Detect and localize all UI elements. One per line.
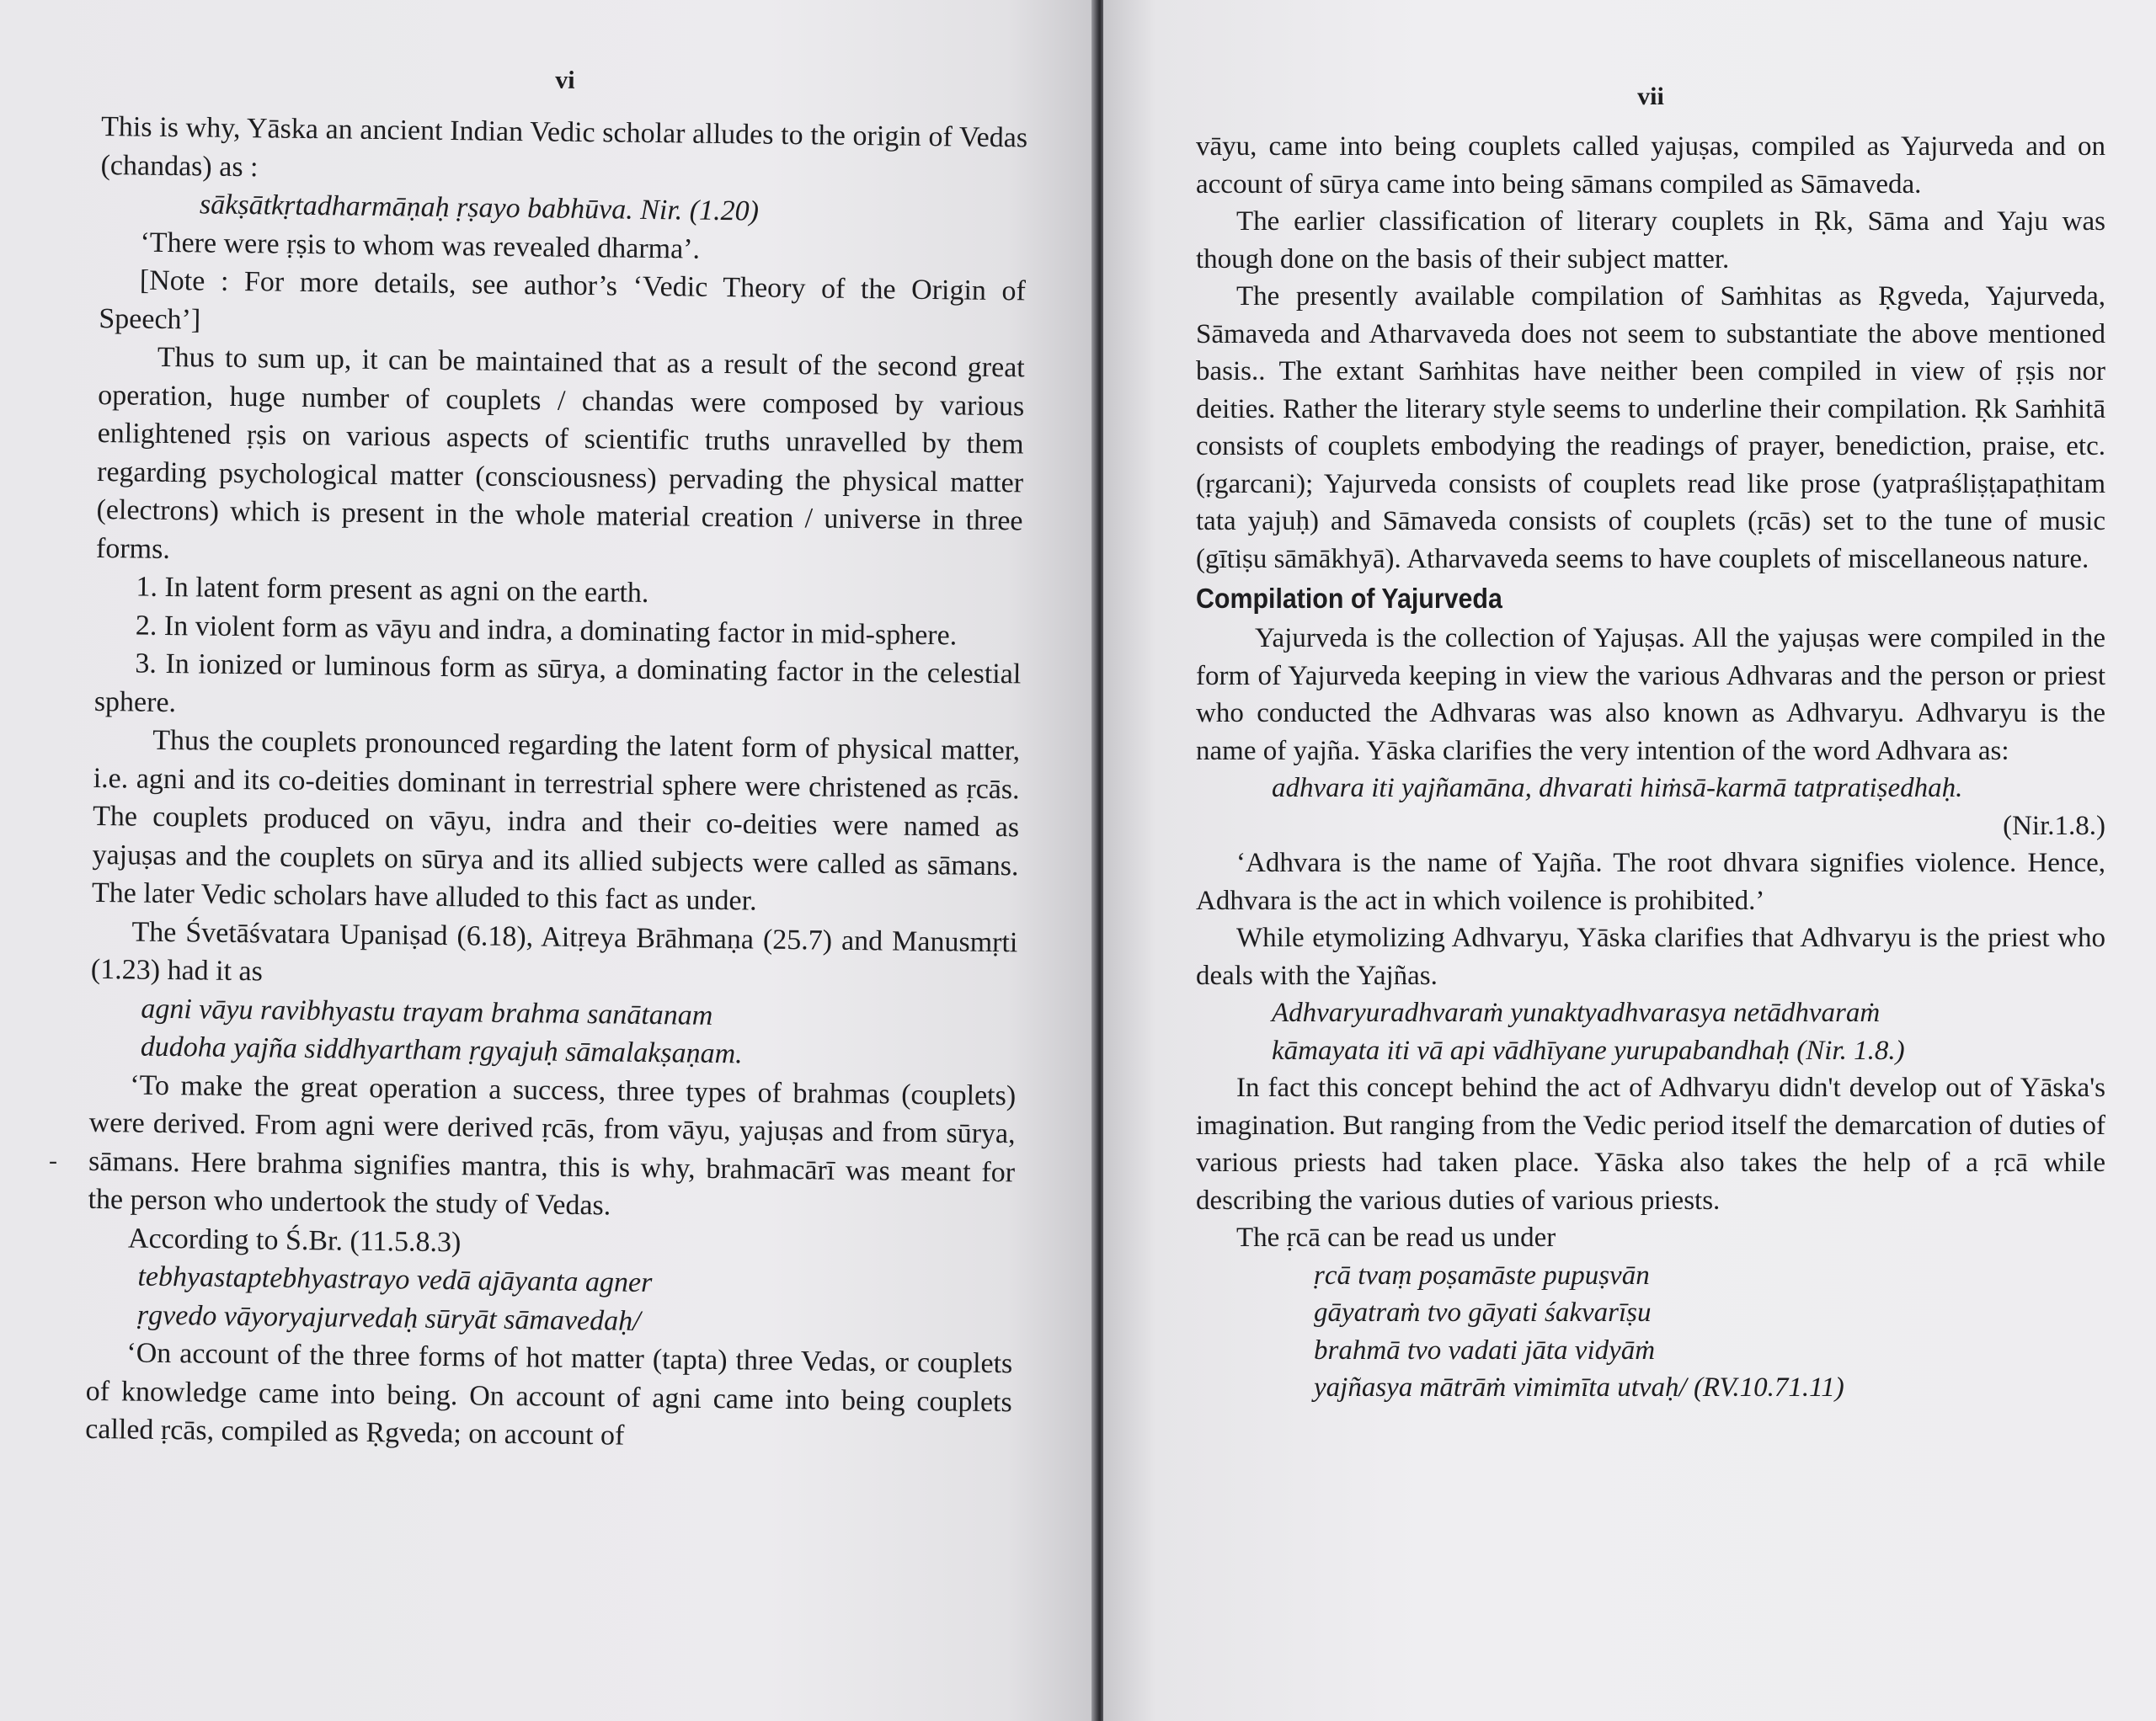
verse-line: ṛgvedo vāyoryajurvedaḥ sūryāt sāmavedaḥ/ — [136, 1299, 641, 1337]
list-item: 2. In violent form as vāyu and indra, a dominating factor in mid-sphere. — [135, 610, 958, 651]
paragraph: Yajurveda is the collection of Yajuṣas. All the yajuṣas were compiled in the form of Yajurveda keeping in view the various Adhvaras and the person or priest who conducted the Adhvaras was also known as Adhvaryu. Adhvaryu is the name of yajña. Yāska clarifies the very intention of the word Adhvara as: — [1196, 623, 2105, 766]
paragraph: ‘There were ṛṣis to whom was revealed dharma’. — [140, 226, 701, 265]
verse-line: yajñasya mātrāṁ vimimīta utvaḥ/ (RV.10.71.11) — [1314, 1372, 1844, 1403]
paragraph: The earlier classification of literary couplets in Ṛk, Sāma and Yaju was though done on the basis of their subject matter. — [1196, 206, 2105, 274]
verse-line: tebhyastaptebhyastrayo vedā ajāyanta agner — [137, 1260, 653, 1299]
verse-line: ṛcā tvaṃ poṣamāste pupuṣvān — [1314, 1260, 1650, 1291]
verse-line: dudoha yajña siddhyartham ṛgyajuḥ sāmalakṣaṇam. — [140, 1031, 743, 1070]
paragraph: The presently available compilation of Saṁhitas as Ṛgveda, Yajurveda, Sāmaveda and Atharvaveda does not seem to substantiate the above mentioned basis.. The extant Saṁhitas have neither been compiled in view of ṛṣis nor deities. Rather the literary style seems to underline their compilation. Ṛk Saṁhitā consists of couplets embodying the readings of prayer, benediction, praise, etc. (ṛgarcani); Yajurveda consists of couplets read like prose (yatpraśliṣṭapaṭhitam tata yajuḥ) and Sāmaveda consists of couplets (ṛcās) set to the tune of music (gītiṣu sāmākhyā). Atharvaveda seems to have couplets of miscellaneous nature. — [1196, 281, 2105, 574]
citation: (Nir.1.8.) — [2003, 810, 2105, 841]
note-paragraph: [Note : For more details, see author’s ‘Vedic Theory of the Origin of Speech’] — [99, 264, 1027, 335]
paragraph: Thus the couplets pronounced regarding the latent form of physical matter, i.e. agni and its co-deities dominant in terrestrial sphere were christened as ṛcās. The couplets produced on vāyu, indra and their co-deities were named as yajuṣas and the couplets on sūrya and its allied subjects were called as sāmans. The later Vedic scholars have alluded to this fact as under. — [91, 724, 1021, 917]
paragraph: In fact this concept behind the act of Adhvaryu didn't develop out of Yāska's imagination. But ranging from the Vedic period itself the demarcation of duties of various priests had taken place. Yāska also takes the help of a ṛcā while describing the various duties of various priests. — [1196, 1073, 2105, 1216]
section-heading: Compilation of Yajurveda — [1196, 583, 1502, 614]
right-page-column — [1196, 0, 2105, 1407]
paragraph: This is why, Yāska an ancient Indian Vedic scholar alludes to the origin of Vedas (chandas) as : — [100, 110, 1028, 183]
list-item: 1. In latent form present as agni on the earth. — [136, 571, 649, 609]
left-page-column — [85, 0, 1029, 1460]
list-item: 3. In ionized or luminous form as sūrya, a dominating factor in the celestial sphere. — [93, 647, 1022, 718]
paragraph: The ṛcā can be read us under — [1236, 1223, 1556, 1253]
verse-line: brahmā tvo vadati jāta vidyāṁ — [1314, 1335, 1656, 1366]
paragraph: ‘On account of the three forms of hot matter (tapta) three Vedas, or couplets of knowledge came into being. On account of agni came into being couplets called ṛcās, compiled as Ṛgveda; on account of — [85, 1337, 1013, 1452]
verse-line: gāyatraṁ tvo gāyati śakvarīṣu — [1314, 1297, 1652, 1328]
paragraph: ‘To make the great operation a success, three types of brahmas (couplets) were derived. From agni were derived ṛcās, from vāyu, yajuṣas and from sūrya, sāmans. Here brahma signifies mantra, this is why, brahmacārī was meant for the person who undertook the study of Vedas. — [88, 1068, 1017, 1222]
paragraph: The Śvetāśvatara Upaniṣad (6.18), Aitṛeya Brāhmaṇa (25.7) and Manusmṛti (1.23) had it as — [90, 916, 1018, 988]
verse-line: adhvara iti yajñamāna, dhvarati hiṁsā-karmā tatpratiṣedhaḥ. — [1272, 773, 1963, 803]
right-page — [1103, 0, 2156, 1721]
verse-line: sākṣātkṛtadharmāṇaḥ ṛṣayo babhūva. Nir. (1.20) — [199, 189, 760, 227]
page-number-right: vii — [1637, 83, 1664, 110]
verse-line: Adhvaryuradhvaraṁ yunaktyadhvarasya netādhvaraṁ — [1272, 998, 1881, 1028]
paragraph: Thus to sum up, it can be maintained that as a result of the second great operation, huge number of couplets / chandas were composed by various enlightened ṛṣis on various aspects of scientific truths unravelled by them regarding psychological matter (consciousness) pervading the physical matter (electrons) which is present in the whole material creation / universe in three forms. — [95, 341, 1025, 565]
margin-dash-mark: - — [49, 1147, 57, 1175]
paragraph: ‘Adhvara is the name of Yajña. The root dhvara signifies violence. Hence, Adhvara is the act in which voilence is prohibited.’ — [1196, 848, 2105, 916]
paragraph: While etymolizing Adhvaryu, Yāska clarifies that Adhvaryu is the priest who deals with the Yajñas. — [1196, 923, 2105, 991]
paragraph: According to Ś.Br. (11.5.8.3) — [127, 1222, 462, 1258]
verse-line: agni vāyu ravibhyastu trayam brahma sanātanam — [141, 993, 713, 1031]
paragraph: vāyu, came into being couplets called yajuṣas, compiled as Yajurveda and on account of sūrya came into being sāmans compiled as Sāmaveda. — [1196, 131, 2105, 200]
page-number-left: vi — [555, 66, 575, 94]
verse-line: kāmayata iti vā api vādhīyane yurupabandhaḥ (Nir. 1.8.) — [1272, 1035, 1905, 1066]
